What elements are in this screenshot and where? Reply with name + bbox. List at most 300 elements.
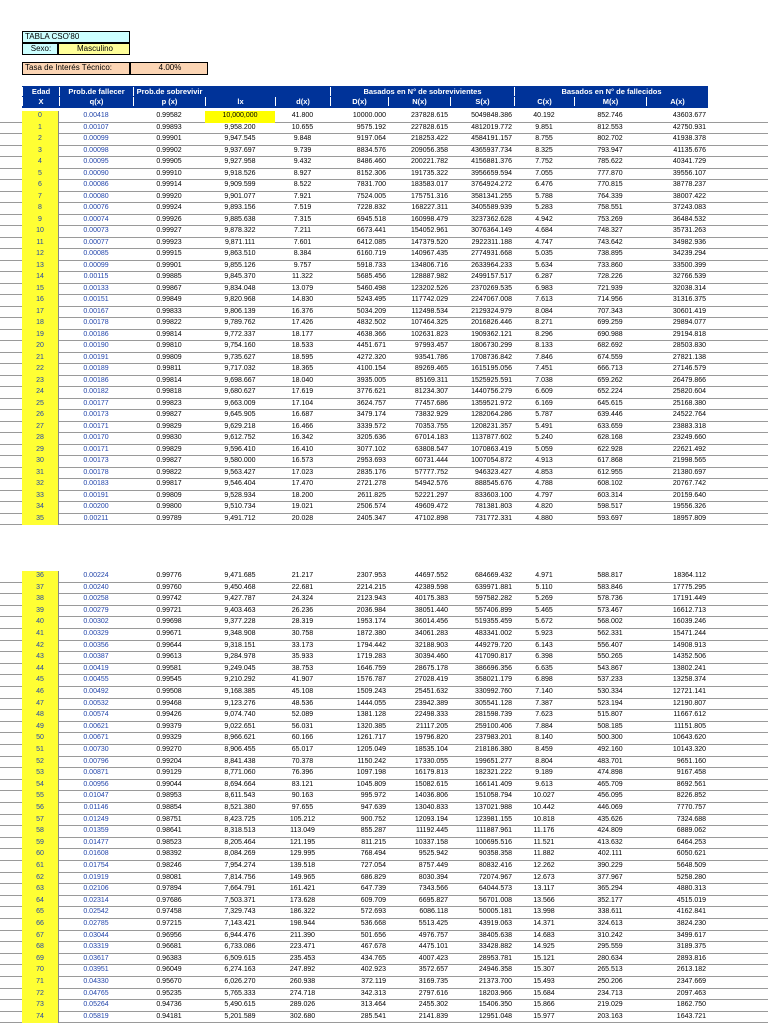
table-row [0, 826, 768, 838]
table-row [0, 249, 768, 261]
header-Cx: C(x) [514, 97, 574, 106]
cell-Dx: 1261.717 [356, 734, 386, 742]
cell-Sx: 946323.427 [475, 468, 512, 476]
cell-q: 0.00621 [83, 722, 109, 730]
cell-lx: 9,789.762 [224, 319, 256, 326]
cell-lx: 9,074.740 [224, 711, 256, 719]
cell-Ax: 6464.253 [676, 838, 706, 846]
cell-Mx: 733.860 [597, 261, 623, 269]
cell-Sx: 2922311.188 [471, 238, 512, 246]
cell-Cx: 5.110 [535, 583, 553, 591]
cell-Mx: 562.331 [597, 630, 623, 637]
cell-Mx: 515.807 [597, 711, 623, 719]
cell-Ax: 23883.318 [672, 422, 706, 430]
cell-q: 0.00871 [83, 769, 109, 777]
cell-q: 0.04330 [83, 978, 109, 985]
cell-Nx: 17330.055 [414, 757, 448, 765]
cell-Cx: 6.169 [535, 399, 553, 407]
cell-lx: 9,878.322 [224, 227, 256, 234]
cell-Dx: 1444.055 [356, 699, 386, 707]
cell-p: 0.99644 [156, 641, 182, 649]
cell-p: 0.99698 [156, 618, 182, 626]
cell-Mx: 474.898 [597, 769, 623, 777]
cell-Ax: 10143.320 [672, 746, 706, 753]
cell-Dx: 2835.176 [356, 468, 386, 476]
table-row [0, 284, 768, 296]
cell-age: 31 [22, 468, 59, 480]
cell-Mx: 413.632 [597, 838, 623, 846]
cell-Dx: 2953.693 [356, 457, 386, 464]
cell-age: 8 [22, 203, 59, 215]
cell-Mx: 690.988 [597, 330, 623, 338]
cell-age: 30 [22, 456, 59, 468]
header-q-symbol: q(x) [59, 97, 133, 106]
cell-age: 72 [22, 989, 59, 1001]
cell-Dx: 647.739 [360, 885, 386, 893]
cell-Cx: 15.121 [533, 954, 555, 962]
table-row [0, 606, 768, 618]
cell-Ax: 3824.230 [676, 920, 706, 927]
cell-Dx: 900.752 [360, 815, 386, 823]
cell-Cx: 7.055 [535, 169, 553, 177]
cell-Nx: 34061.283 [414, 630, 448, 637]
cell-Dx: 1205.049 [356, 746, 386, 753]
cell-p: 0.97686 [156, 896, 182, 904]
cell-Dx: 5243.495 [356, 296, 386, 303]
cell-Cx: 7.387 [535, 699, 553, 707]
header-dx: d(x) [275, 97, 330, 106]
cell-lx: 9,772.337 [224, 330, 256, 338]
cell-Dx: 536.668 [360, 920, 386, 927]
cell-Ax: 9167.458 [676, 769, 706, 777]
cell-age: 4 [22, 157, 59, 169]
cell-lx: 7,329.743 [224, 908, 256, 916]
cell-Cx: 9.189 [535, 769, 553, 777]
cell-Sx: 1208231.357 [471, 422, 512, 430]
cell-lx: 9,680.627 [224, 388, 256, 395]
cell-q: 0.00302 [83, 618, 109, 626]
cell-Sx: 2129324.979 [471, 307, 512, 315]
cell-Nx: 54942.576 [414, 480, 448, 487]
table-row [0, 1000, 768, 1012]
cell-dx: 211.390 [290, 931, 315, 939]
cell-dx: 48.536 [291, 699, 314, 707]
cell-Sx: 1007054.872 [471, 457, 512, 464]
cell-Nx: 23942.389 [414, 699, 448, 707]
cell-Mx: 352.177 [597, 896, 623, 904]
cell-age: 25 [22, 399, 59, 411]
cell-Ax: 13258.374 [672, 676, 706, 684]
cell-lx: 9,918.526 [224, 169, 256, 177]
table-row [0, 710, 768, 722]
cell-Mx: 483.701 [597, 757, 623, 765]
cell-dx: 247.892 [289, 966, 316, 974]
cell-age: 37 [22, 583, 59, 595]
cell-Nx: 102631.823 [411, 330, 448, 338]
header-Dx: D(x) [330, 97, 388, 106]
table-label: TABLA CSO'80 [22, 31, 130, 43]
cell-Dx: 1381.128 [356, 711, 386, 719]
cell-lx: 9,528.934 [224, 491, 256, 499]
cell-Cx: 7.752 [535, 158, 553, 165]
cell-Nx: 18535.104 [414, 746, 448, 753]
cell-Nx: 63808.547 [414, 445, 448, 453]
cell-Nx: 200221.782 [411, 158, 448, 165]
table-row [0, 238, 768, 250]
cell-lx: 9,377.228 [224, 618, 256, 626]
cell-Cx: 14.683 [533, 931, 555, 939]
cell-Mx: 402.111 [597, 850, 623, 858]
cell-Ax: 11151.805 [673, 722, 706, 730]
cell-Cx: 11.882 [533, 850, 555, 858]
cell-Sx: 358021.179 [475, 676, 512, 684]
cell-lx: 6,509.615 [224, 954, 256, 962]
cell-p: 0.98392 [156, 850, 182, 858]
table-row [0, 491, 768, 503]
cell-Sx: 4365937.734 [471, 146, 512, 154]
cell-p: 0.99204 [156, 757, 182, 765]
cell-Dx: 811.215 [361, 838, 386, 846]
rate-value[interactable]: 4.00% [130, 62, 208, 75]
cell-Nx: 218253.422 [411, 135, 448, 142]
table-row [0, 261, 768, 273]
cell-p: 0.97894 [156, 885, 182, 893]
cell-q: 0.00182 [83, 388, 109, 395]
cell-age: 7 [22, 192, 59, 204]
cell-age: 33 [22, 491, 59, 503]
cell-lx: 8,906.455 [224, 746, 256, 753]
cell-Nx: 42389.598 [414, 583, 448, 591]
cell-p: 0.99742 [156, 595, 182, 603]
cell-Dx: 7524.005 [356, 192, 386, 200]
cell-Cx: 5.634 [535, 261, 553, 269]
cell-q: 0.00191 [83, 491, 109, 499]
table-row [0, 445, 768, 457]
sex-value[interactable]: Masculino [58, 43, 130, 55]
table-row [0, 873, 768, 885]
cell-Ax: 3499.617 [676, 931, 706, 939]
cell-Sx: 2774931.668 [471, 250, 512, 257]
cell-Cx: 10.818 [533, 815, 555, 823]
cell-dx: 65.017 [291, 746, 314, 753]
cell-age: 42 [22, 641, 59, 653]
cell-Dx: 4272.320 [356, 353, 386, 361]
cell-Nx: 67014.183 [414, 434, 448, 441]
cell-p: 0.99923 [156, 238, 182, 246]
cell-lx: 9,901.077 [224, 192, 256, 200]
cell-dx: 14.830 [291, 296, 314, 303]
cell-lx: 8,084.269 [224, 850, 256, 858]
table-row [0, 514, 768, 526]
cell-Dx: 2307.953 [356, 572, 386, 579]
table-row [0, 861, 768, 873]
cell-Sx: 519355.459 [475, 618, 512, 626]
cell-dx: 21.217 [291, 572, 314, 579]
cell-Mx: 295.559 [597, 943, 623, 951]
cell-age: 71 [22, 977, 59, 989]
cell-p: 0.99830 [156, 434, 182, 441]
header-Mx: M(x) [574, 97, 646, 106]
cell-age: 47 [22, 699, 59, 711]
cell-q: 0.00074 [83, 215, 109, 223]
cell-Dx: 1320.385 [356, 722, 386, 730]
cell-Dx: 3077.102 [356, 445, 386, 453]
table-row [0, 433, 768, 445]
cell-lx: 9,471.685 [224, 572, 256, 579]
table-row [0, 364, 768, 376]
cell-age: 55 [22, 791, 59, 803]
cell-lx: 6,944.476 [224, 931, 256, 939]
cell-dx: 7.211 [294, 227, 311, 234]
cell-age: 38 [22, 594, 59, 606]
cell-p: 0.99822 [156, 468, 182, 476]
cell-q: 0.00171 [83, 422, 109, 430]
cell-q: 0.00200 [83, 503, 109, 510]
cell-q: 0.00224 [83, 572, 109, 579]
cell-Dx: 6412.085 [356, 238, 386, 246]
cell-p: 0.99818 [156, 388, 182, 395]
cell-age: 40 [22, 617, 59, 629]
cell-Ax: 38007.422 [672, 192, 706, 200]
cell-Cx: 15.493 [533, 978, 555, 985]
cell-Sx: 1137877.602 [471, 434, 512, 441]
cell-lx: 9,717.032 [224, 365, 256, 372]
cell-Sx: 123981.155 [475, 815, 512, 823]
cell-Sx: 305541.128 [475, 699, 512, 707]
cell-age: 32 [22, 479, 59, 491]
cell-p: 0.99270 [156, 746, 182, 753]
cell-Dx: 9197.064 [356, 135, 386, 142]
cell-Cx: 8.459 [535, 746, 553, 753]
cell-Mx: 500.300 [597, 734, 623, 742]
cell-Sx: 100695.516 [475, 838, 512, 846]
cell-q: 0.02314 [83, 896, 109, 904]
header-p-symbol: p (x) [133, 97, 205, 106]
cell-q: 0.00189 [83, 365, 109, 372]
header-Sx: S(x) [450, 97, 514, 106]
cell-Dx: 1719.283 [356, 653, 386, 661]
cell-Cx: 13.566 [533, 896, 555, 904]
cell-lx: 9,871.111 [224, 238, 256, 246]
cell-Ax: 1643.721 [676, 1012, 706, 1020]
cell-lx: 9,834.048 [224, 284, 256, 292]
cell-lx: 9,427.787 [224, 595, 256, 603]
cell-q: 0.00183 [83, 480, 109, 487]
cell-p: 0.99849 [156, 296, 182, 303]
header-p-label: Prob.de sobrevivir [133, 87, 205, 96]
cell-Nx: 4007.423 [418, 954, 448, 962]
cell-Cx: 4.853 [535, 468, 553, 476]
cell-Mx: 598.517 [597, 503, 623, 510]
cell-q: 0.02106 [83, 885, 109, 893]
cell-lx: 9,863.510 [224, 250, 256, 257]
cell-Ax: 4515.019 [676, 896, 706, 904]
cell-dx: 9.739 [293, 146, 312, 154]
table-row [0, 215, 768, 227]
cell-Sx: 56701.008 [478, 896, 512, 904]
cell-q: 0.01919 [83, 873, 109, 881]
cell-Dx: 3776.621 [356, 388, 386, 395]
cell-Sx: 2016826.446 [471, 319, 512, 326]
cell-p: 0.99508 [156, 688, 182, 695]
cell-dx: 17.619 [291, 388, 314, 395]
cell-age: 20 [22, 341, 59, 353]
cell-Cx: 6.609 [535, 388, 553, 395]
cell-Dx: 768.494 [360, 850, 386, 858]
cell-Cx: 7.623 [535, 711, 553, 719]
cell-q: 0.00107 [83, 123, 109, 131]
cell-age: 29 [22, 445, 59, 457]
cell-Nx: 38051.440 [414, 606, 448, 614]
cell-Mx: 530.334 [597, 688, 623, 695]
cell-Ax: 11667.612 [673, 711, 706, 719]
table-row [0, 965, 768, 977]
cell-age: 60 [22, 849, 59, 861]
cell-Sx: 12951.048 [478, 1012, 512, 1020]
cell-Nx: 22498.333 [414, 711, 448, 719]
cell-lx: 5,765.333 [224, 989, 256, 997]
cell-Ax: 17191.449 [672, 595, 706, 603]
cell-Ax: 14908.913 [672, 641, 706, 649]
cell-Nx: 14036.806 [414, 792, 448, 800]
cell-Dx: 10000.000 [352, 112, 386, 119]
cell-age: 50 [22, 733, 59, 745]
cell-Sx: 1282064.286 [471, 411, 512, 418]
cell-Nx: 4475.101 [418, 943, 448, 951]
cell-dx: 173.628 [289, 896, 316, 904]
cell-Nx: 25451.632 [414, 688, 448, 695]
cell-Mx: 639.446 [597, 411, 623, 418]
cell-Ax: 5648.509 [676, 862, 706, 869]
cell-dx: 223.471 [289, 943, 316, 951]
cell-p: 0.99426 [156, 711, 182, 719]
cell-dx: 17.104 [291, 399, 314, 407]
cell-age: 27 [22, 422, 59, 434]
cell-q: 0.00190 [83, 342, 109, 349]
cell-Nx: 10337.158 [414, 838, 448, 846]
cell-Sx: 3581341.255 [471, 192, 512, 200]
cell-dx: 60.166 [291, 734, 314, 742]
cell-Dx: 8834.576 [356, 146, 386, 154]
header-age: Edad [22, 87, 59, 96]
cell-dx: 16.376 [291, 307, 314, 315]
cell-dx: 16.687 [291, 411, 314, 418]
header-survivors-group: Basados en N° de sobrevivientes [330, 87, 514, 96]
cell-Dx: 3935.005 [356, 376, 386, 384]
table-row [0, 907, 768, 919]
cell-Dx: 501.656 [360, 931, 386, 939]
cell-lx: 8,423.725 [224, 815, 256, 823]
table-row [0, 468, 768, 480]
cell-Mx: 608.102 [597, 480, 623, 487]
cell-Dx: 6945.518 [356, 215, 386, 223]
cell-Nx: 81234.307 [414, 388, 448, 395]
cell-q: 0.01359 [83, 827, 109, 835]
cell-lx: 7,143.421 [224, 920, 256, 927]
cell-Mx: 310.242 [597, 931, 623, 939]
cell-dx: 76.396 [291, 769, 314, 777]
cell-lx: 8,611.543 [224, 792, 256, 800]
cell-Ax: 41135.676 [673, 146, 706, 154]
cell-q: 0.01249 [83, 815, 109, 823]
cell-Mx: 714.956 [597, 296, 623, 303]
cell-dx: 26.236 [291, 606, 314, 614]
cell-dx: 260.938 [289, 978, 316, 985]
cell-Nx: 3572.657 [418, 966, 448, 974]
header-deceased-group: Basados en N° de fallecidos [514, 87, 708, 96]
cell-lx: 9,022.651 [224, 722, 256, 730]
cell-Sx: 3076364.149 [471, 227, 512, 234]
cell-dx: 235.453 [289, 954, 316, 962]
table-row [0, 687, 768, 699]
cell-lx: 6,026.270 [224, 978, 256, 985]
cell-Mx: 435.626 [597, 815, 623, 823]
cell-Sx: 15406.350 [478, 1001, 512, 1009]
cell-Cx: 8.133 [535, 342, 553, 349]
cell-q: 0.01477 [83, 838, 109, 846]
cell-p: 0.99613 [156, 653, 182, 661]
cell-age: 23 [22, 376, 59, 388]
cell-age: 52 [22, 757, 59, 769]
cell-age: 26 [22, 410, 59, 422]
cell-dx: 186.322 [289, 908, 316, 916]
cell-lx: 8,771.060 [224, 769, 256, 777]
cell-lx: 9,698.667 [224, 376, 256, 384]
cell-Cx: 5.672 [535, 618, 553, 626]
cell-age: 17 [22, 307, 59, 319]
cell-Ax: 8692.561 [676, 780, 706, 788]
cell-Nx: 2141.839 [418, 1012, 448, 1020]
cell-Nx: 16179.813 [414, 769, 448, 777]
cell-dx: 56.031 [291, 722, 314, 730]
cell-age: 48 [22, 710, 59, 722]
cell-p: 0.99814 [156, 376, 182, 384]
cell-age: 44 [22, 664, 59, 676]
cell-Cx: 7.613 [535, 296, 553, 303]
cell-age: 34 [22, 502, 59, 514]
cell-Mx: 424.809 [597, 827, 623, 835]
table-row [0, 954, 768, 966]
cell-Nx: 89269.465 [414, 365, 448, 372]
cell-age: 1 [22, 123, 59, 135]
table-row [0, 989, 768, 1001]
cell-q: 0.03617 [83, 954, 109, 962]
cell-Cx: 13.998 [533, 908, 555, 916]
cell-q: 0.04765 [83, 989, 109, 997]
cell-p: 0.99817 [156, 480, 182, 487]
cell-Sx: 137021.988 [475, 804, 512, 811]
cell-Dx: 6160.719 [356, 250, 386, 257]
cell-lx: 9,855.126 [224, 261, 256, 269]
cell-dx: 16.573 [291, 457, 314, 464]
cell-p: 0.95235 [156, 989, 182, 997]
cell-p: 0.99927 [156, 227, 182, 234]
cell-dx: 7.519 [293, 204, 312, 211]
cell-p: 0.96681 [156, 943, 182, 951]
cell-Cx: 4.797 [535, 491, 553, 499]
cell-q: 0.00077 [83, 238, 109, 246]
cell-p: 0.99829 [156, 422, 182, 430]
cell-q: 0.00387 [83, 653, 109, 661]
cell-p: 0.98854 [156, 804, 182, 811]
cell-Ax: 2347.669 [676, 978, 706, 985]
cell-Dx: 2405.347 [356, 514, 386, 522]
cell-Dx: 1045.809 [356, 780, 386, 788]
cell-Mx: 338.611 [597, 908, 623, 916]
cell-Nx: 85169.311 [415, 376, 448, 384]
cell-lx: 10,000,000 [205, 111, 275, 123]
cell-Sx: 781381.803 [475, 503, 512, 510]
